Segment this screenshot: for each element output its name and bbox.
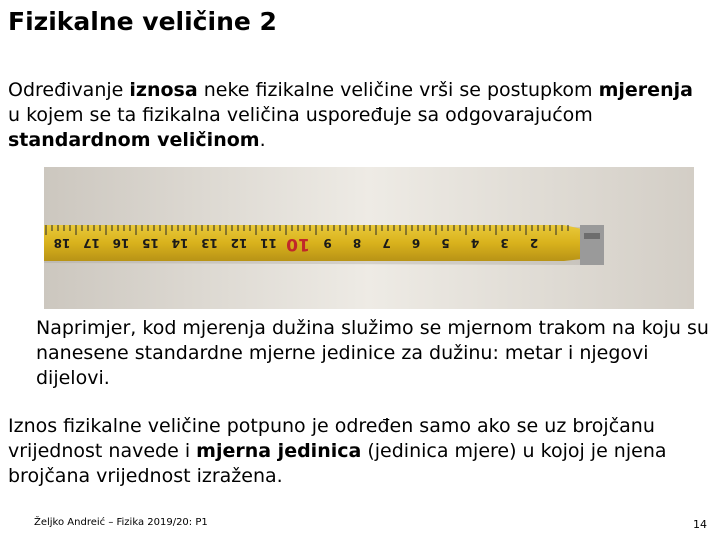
p1-bold-standard: standardnom veličinom [8,129,260,151]
tape-number-label: 2 [529,236,539,250]
tape-hook-slot [584,233,600,239]
tape-number-label: 13 [201,236,218,250]
tape-number-label: 16 [112,236,130,250]
tape-number-label: 8 [352,236,362,250]
tape-number-label: 3 [500,236,509,250]
p1-text-3: u kojem se ta fizikalna veličina uspoređuje sa odgovarajućom [8,104,593,126]
p1-text-4: . [259,129,266,151]
tape-number-label: 4 [470,236,480,250]
tape-number-label: 15 [142,236,159,250]
p1-bold-mjerenja: mjerenja [598,79,693,101]
tape-number-label: 14 [171,236,189,250]
tape-number-label: 17 [83,236,100,250]
tape-number-label: 9 [323,236,332,250]
slide-title: Fizikalne veličine 2 [8,7,277,36]
tape-number-label: 6 [411,236,421,250]
tape-number-label: 7 [382,236,391,250]
tape-end-hook [580,225,604,265]
paragraph-example: Naprimjer, kod mjerenja dužina služimo se mjernom trakom na koju su nanesene standardne mjerne jedinice za dužinu: metar i njegovi dijelovi. [36,317,709,389]
footer-author: Željko Andreić – Fizika 2019/20: P1 [34,517,208,528]
page-number: 14 [693,518,707,531]
p1-text-1: Određivanje [8,79,130,101]
tape-number-label: 5 [441,236,450,250]
paragraph-unit [8,414,716,489]
p3-text-2: (jedinica mjere) u kojoj je njena brojčana vrijednost izražena. [8,440,667,487]
p1-bold-iznosa: iznosa [129,79,198,101]
p1-text-2: neke fizikalne veličine vrši se postupkom [197,79,599,101]
tape-number-label: 18 [53,236,71,250]
tape-number-label: 10 [286,234,310,254]
paragraph-definition [8,78,708,153]
measuring-tape-photo [44,167,694,309]
tape-number-label: 12 [230,236,248,250]
tape-number-label: 11 [260,236,277,250]
p3-bold-unit: mjerna jedinica [196,440,362,462]
p3-text-1: Iznos fizikalne veličine potpuno je određen samo ako se uz brojčanu vrijednost navede i [8,415,655,462]
